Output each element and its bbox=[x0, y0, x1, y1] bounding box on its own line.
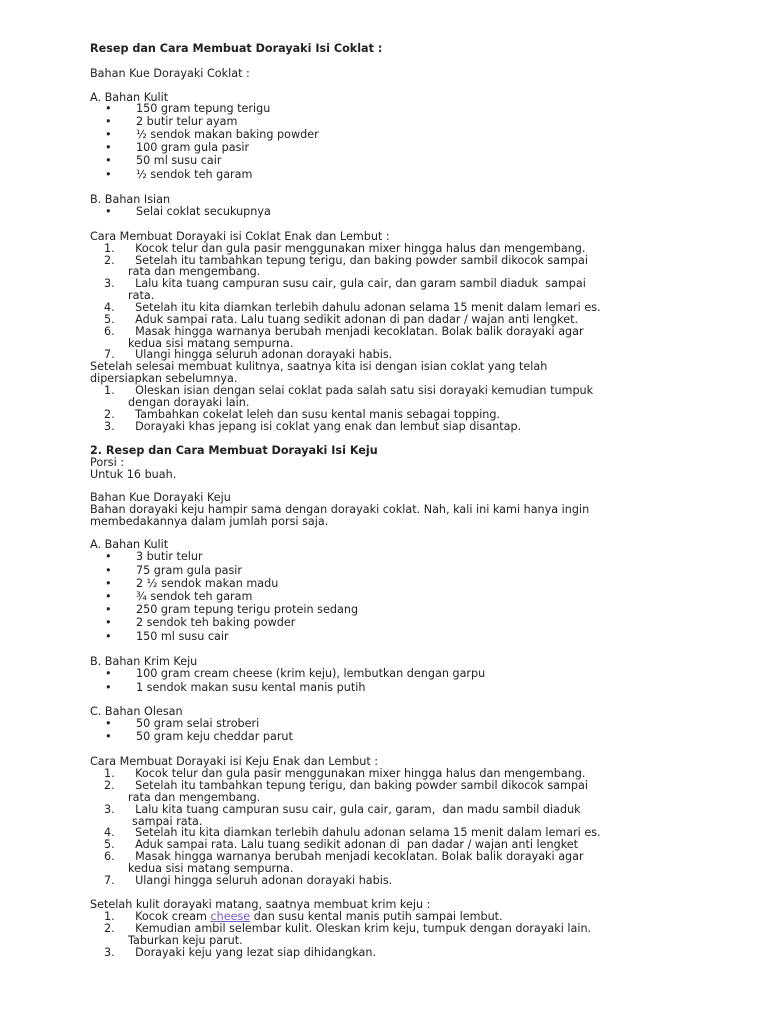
step-number: 2. bbox=[104, 254, 115, 267]
section-heading: Bahan Kue Dorayaki Coklat : bbox=[90, 67, 250, 80]
step-text: Tambahkan cokelat leleh dan susu kental manis sebagai topping. bbox=[128, 408, 501, 421]
step-text: kedua sisi matang sempurna. bbox=[128, 337, 294, 350]
paragraph: membedakannya dalam jumlah porsi saja. bbox=[90, 515, 329, 528]
bullet: • bbox=[105, 730, 112, 743]
list-item: 250 gram tepung terigu protein sedang bbox=[136, 603, 359, 616]
step-number: 7. bbox=[104, 348, 115, 361]
step-number: 1. bbox=[104, 384, 115, 397]
step-text: Setelah itu tambahkan tepung terigu, dan baking powder sambil dikocok sampai bbox=[128, 254, 588, 267]
step-text: Setelah itu kita diamkan terlebih dahulu adonan selama 15 menit dalam lemari es. bbox=[128, 826, 601, 839]
list-item: 50 gram keju cheddar parut bbox=[136, 730, 293, 743]
step-text: Dorayaki khas jepang isi coklat yang enak dan lembut siap disantap. bbox=[128, 420, 522, 433]
step-number: 3. bbox=[104, 803, 115, 816]
list-item: ½ sendok makan baking powder bbox=[136, 128, 319, 141]
porsi-label: Porsi : bbox=[90, 456, 125, 469]
step-text: Setelah itu kita diamkan terlebih dahulu adonan selama 15 menit dalam lemari es. bbox=[128, 301, 601, 314]
step-number: 4. bbox=[104, 301, 115, 314]
step-text: Aduk sampai rata. Lalu tuang sedikit adonan di pan dadar / wajan anti lengket. bbox=[128, 313, 579, 326]
step-text: rata. bbox=[128, 289, 155, 302]
step-text-part: dan susu kental manis putih sampai lembut. bbox=[250, 910, 503, 923]
step-number: 5. bbox=[104, 838, 115, 851]
bullet: • bbox=[105, 115, 112, 128]
step-number: 1. bbox=[104, 767, 115, 780]
subsection-heading: B. Bahan Isian bbox=[90, 193, 171, 206]
bullet: • bbox=[105, 603, 112, 616]
list-item: 75 gram gula pasir bbox=[136, 564, 243, 577]
step-number: 3. bbox=[104, 946, 115, 959]
step-number: 1. bbox=[104, 910, 115, 923]
list-item: 50 gram selai stroberi bbox=[136, 717, 260, 730]
list-item: 1 sendok makan susu kental manis putih bbox=[136, 681, 366, 694]
list-item: 100 gram gula pasir bbox=[136, 141, 250, 154]
step-number: 5. bbox=[104, 313, 115, 326]
bullet: • bbox=[105, 102, 112, 115]
section-heading: Bahan Kue Dorayaki Keju bbox=[90, 491, 231, 504]
bullet: • bbox=[105, 168, 112, 181]
bullet: • bbox=[105, 577, 112, 590]
subsection-heading: A. Bahan Kulit bbox=[90, 538, 169, 551]
step-text: Dorayaki keju yang lezat siap dihidangkan. bbox=[128, 946, 377, 959]
step-number: 2. bbox=[104, 922, 115, 935]
step-text: rata dan mengembang. bbox=[128, 265, 261, 278]
step-text: Taburkan keju parut. bbox=[128, 934, 243, 947]
step-text: Lalu kita tuang campuran susu cair, gula cair, garam, dan madu sambil diaduk bbox=[128, 803, 581, 816]
paragraph: Setelah selesai membuat kulitnya, saatnya kita isi dengan isian coklat yang telah bbox=[90, 360, 548, 373]
step-text: Lalu kita tuang campuran susu cair, gula cair, dan garam sambil diaduk sampai bbox=[128, 277, 586, 290]
subsection-heading: B. Bahan Krim Keju bbox=[90, 655, 198, 668]
step-text: rata dan mengembang. bbox=[128, 791, 261, 804]
step-text: dengan dorayaki lain. bbox=[128, 396, 250, 409]
step-number: 6. bbox=[104, 325, 115, 338]
bullet: • bbox=[105, 550, 112, 563]
list-item: 150 gram tepung terigu bbox=[136, 102, 271, 115]
paragraph: Setelah kulit dorayaki matang, saatnya membuat krim keju : bbox=[90, 898, 431, 911]
porsi-value: Untuk 16 buah. bbox=[90, 468, 177, 481]
section-heading: Cara Membuat Dorayaki isi Coklat Enak dan Lembut : bbox=[90, 230, 390, 243]
paragraph: Bahan dorayaki keju hampir sama dengan dorayaki coklat. Nah, kali ini kami hanya ingin bbox=[90, 503, 590, 516]
list-item: 150 ml susu cair bbox=[136, 630, 229, 643]
bullet: • bbox=[105, 141, 112, 154]
step-number: 3. bbox=[104, 420, 115, 433]
bullet: • bbox=[105, 128, 112, 141]
bullet: • bbox=[105, 681, 112, 694]
step-text: sampai rata. bbox=[132, 815, 203, 828]
list-item: Selai coklat secukupnya bbox=[136, 205, 271, 218]
step-number: 2. bbox=[104, 779, 115, 792]
list-item: 2 butir telur ayam bbox=[136, 115, 238, 128]
list-item: 100 gram cream cheese (krim keju), lembutkan dengan garpu bbox=[136, 667, 486, 680]
bullet: • bbox=[105, 564, 112, 577]
bullet: • bbox=[105, 616, 112, 629]
step-text: Kocok telur dan gula pasir menggunakan mixer hingga halus dan mengembang. bbox=[128, 242, 586, 255]
step-text: Setelah itu tambahkan tepung terigu, dan baking powder sambil dikocok sampai bbox=[128, 779, 588, 792]
step-number: 2. bbox=[104, 408, 115, 421]
step-text: Kocok telur dan gula pasir menggunakan mixer hingga halus dan mengembang. bbox=[128, 767, 586, 780]
list-item: 2 sendok teh baking powder bbox=[136, 616, 296, 629]
subsection-heading: C. Bahan Olesan bbox=[90, 705, 183, 718]
list-item: ½ sendok teh garam bbox=[136, 168, 253, 181]
step-text: Kemudian ambil selembar kulit. Oleskan krim keju, tumpuk dengan dorayaki lain. bbox=[128, 922, 592, 935]
step-number: 3. bbox=[104, 277, 115, 290]
step-text: Ulangi hingga seluruh adonan dorayaki habis. bbox=[128, 348, 393, 361]
bullet: • bbox=[105, 717, 112, 730]
list-item: 3 butir telur bbox=[136, 550, 203, 563]
step-text-part: Kocok cream bbox=[128, 910, 211, 923]
bullet: • bbox=[105, 667, 112, 680]
paragraph: dipersiapkan sebelumnya. bbox=[90, 372, 238, 385]
subsection-heading: A. Bahan Kulit bbox=[90, 91, 169, 104]
step-number: 6. bbox=[104, 850, 115, 863]
page-title: Resep dan Cara Membuat Dorayaki Isi Coklat : bbox=[90, 42, 383, 55]
step-text: Masak hingga warnanya berubah menjadi kecoklatan. Bolak balik dorayaki agar bbox=[128, 850, 584, 863]
step-text: Ulangi hingga seluruh adonan dorayaki habis. bbox=[128, 874, 393, 887]
step-number: 1. bbox=[104, 242, 115, 255]
bullet: • bbox=[105, 205, 112, 218]
bullet: • bbox=[105, 154, 112, 167]
step-text: Oleskan isian dengan selai coklat pada salah satu sisi dorayaki kemudian tumpuk bbox=[128, 384, 594, 397]
step-number: 4. bbox=[104, 826, 115, 839]
section-title: 2. Resep dan Cara Membuat Dorayaki Isi Keju bbox=[90, 444, 378, 457]
step-text: kedua sisi matang sempurna. bbox=[128, 862, 294, 875]
list-item: 50 ml susu cair bbox=[136, 154, 222, 167]
step-number: 7. bbox=[104, 874, 115, 887]
step-text: Masak hingga warnanya berubah menjadi kecoklatan. Bolak balik dorayaki agar bbox=[128, 325, 584, 338]
list-item: ¾ sendok teh garam bbox=[136, 590, 253, 603]
list-item: 2 ½ sendok makan madu bbox=[136, 577, 279, 590]
bullet: • bbox=[105, 630, 112, 643]
section-heading: Cara Membuat Dorayaki isi Keju Enak dan Lembut : bbox=[90, 755, 379, 768]
bullet: • bbox=[105, 590, 112, 603]
cheese-link[interactable]: cheese bbox=[210, 910, 251, 923]
step-text: Aduk sampai rata. Lalu tuang sedikit adonan di pan dadar / wajan anti lengket bbox=[128, 838, 579, 851]
